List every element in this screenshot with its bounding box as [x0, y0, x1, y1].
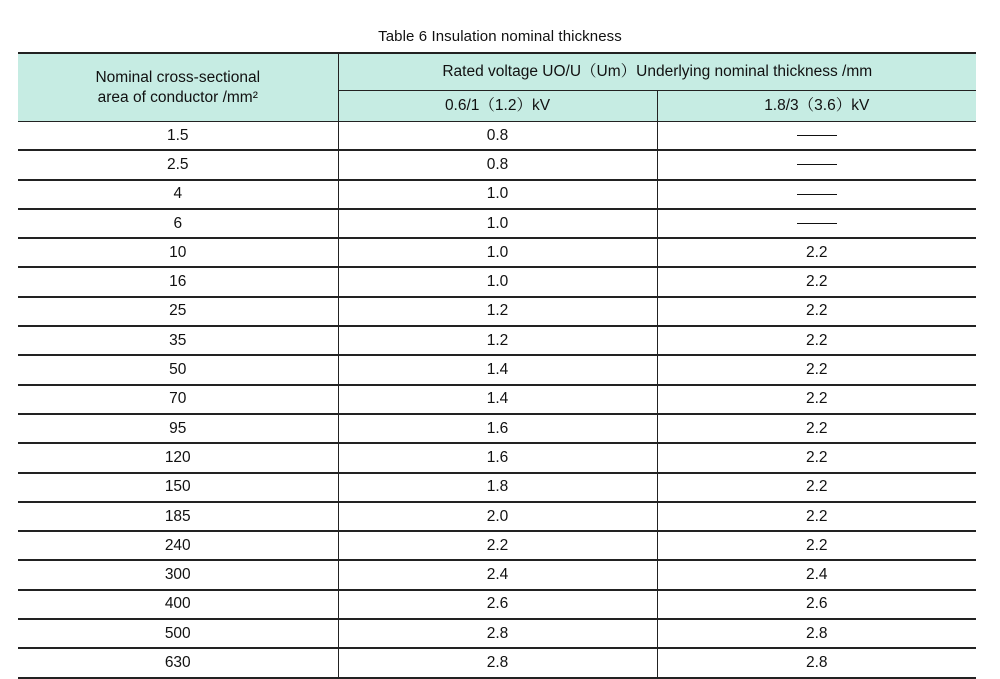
thickness-1-8-3kv-cell: 2.2 [657, 531, 976, 560]
area-cell: 185 [18, 502, 338, 531]
table-row [18, 209, 976, 238]
area-cell: 70 [18, 385, 338, 414]
thickness-0-6-1kv-cell: 2.6 [338, 590, 657, 619]
area-cell: 240 [18, 531, 338, 560]
thickness-1-8-3kv-cell: 2.2 [657, 297, 976, 326]
table-row [18, 238, 976, 267]
table-row [18, 443, 976, 472]
thickness-0-6-1kv-cell: 1.0 [338, 180, 657, 209]
table-row [18, 385, 976, 414]
header-area [18, 53, 338, 122]
thickness-1-8-3kv-cell: 2.8 [657, 619, 976, 648]
area-cell: 25 [18, 297, 338, 326]
thickness-1-8-3kv-cell: 2.2 [657, 473, 976, 502]
thickness-1-8-3kv-cell: 2.2 [657, 414, 976, 443]
table-row [18, 502, 976, 531]
table-header [18, 53, 976, 122]
thickness-0-6-1kv-cell: 0.8 [338, 150, 657, 179]
dash-mark [797, 164, 837, 165]
insulation-thickness-table [18, 52, 976, 679]
table-row [18, 414, 976, 443]
area-cell: 500 [18, 619, 338, 648]
header-voltage-1-8-3kv: 1.8/3（3.6）kV [657, 91, 976, 122]
area-cell: 4 [18, 180, 338, 209]
thickness-1-8-3kv-cell: 2.2 [657, 326, 976, 355]
dash-mark [797, 194, 837, 195]
thickness-1-8-3kv-cell: 2.2 [657, 443, 976, 472]
thickness-1-8-3kv-cell: 2.2 [657, 267, 976, 296]
thickness-1-8-3kv-cell: 2.2 [657, 355, 976, 384]
thickness-0-6-1kv-cell: 1.6 [338, 414, 657, 443]
thickness-0-6-1kv-cell: 2.8 [338, 648, 657, 677]
table-row [18, 267, 976, 296]
thickness-0-6-1kv-cell: 2.0 [338, 502, 657, 531]
thickness-0-6-1kv-cell: 1.4 [338, 355, 657, 384]
area-cell: 400 [18, 590, 338, 619]
thickness-0-6-1kv-cell: 1.4 [338, 385, 657, 414]
table-row [18, 326, 976, 355]
thickness-0-6-1kv-cell: 1.2 [338, 326, 657, 355]
area-cell: 120 [18, 443, 338, 472]
thickness-1-8-3kv-cell [657, 209, 976, 238]
thickness-0-6-1kv-cell: 0.8 [338, 122, 657, 151]
header-rated-voltage-group: Rated voltage UO/U（Um）Underlying nominal thickness /mm [338, 53, 976, 91]
table-row [18, 560, 976, 589]
area-cell: 16 [18, 267, 338, 296]
thickness-1-8-3kv-cell [657, 180, 976, 209]
thickness-1-8-3kv-cell: 2.2 [657, 385, 976, 414]
dash-mark [797, 135, 837, 136]
area-cell: 150 [18, 473, 338, 502]
table-body [18, 122, 976, 678]
thickness-0-6-1kv-cell: 1.0 [338, 209, 657, 238]
table-row [18, 122, 976, 151]
table-row [18, 180, 976, 209]
table-row [18, 355, 976, 384]
area-cell: 630 [18, 648, 338, 677]
table-row [18, 473, 976, 502]
thickness-0-6-1kv-cell: 1.6 [338, 443, 657, 472]
area-cell: 300 [18, 560, 338, 589]
thickness-0-6-1kv-cell: 2.2 [338, 531, 657, 560]
table-row [18, 648, 976, 677]
thickness-1-8-3kv-cell: 2.8 [657, 648, 976, 677]
area-cell: 35 [18, 326, 338, 355]
thickness-1-8-3kv-cell: 2.6 [657, 590, 976, 619]
table-row [18, 619, 976, 648]
table-row [18, 531, 976, 560]
area-cell: 50 [18, 355, 338, 384]
area-cell: 2.5 [18, 150, 338, 179]
thickness-0-6-1kv-cell: 2.8 [338, 619, 657, 648]
header-area-line2: area of conductor /mm² [97, 88, 258, 106]
thickness-1-8-3kv-cell: 2.2 [657, 238, 976, 267]
header-voltage-0-6-1kv: 0.6/1（1.2）kV [338, 91, 657, 122]
thickness-0-6-1kv-cell: 1.0 [338, 238, 657, 267]
table-row [18, 590, 976, 619]
thickness-0-6-1kv-cell: 1.8 [338, 473, 657, 502]
table-row [18, 297, 976, 326]
area-cell: 6 [18, 209, 338, 238]
thickness-0-6-1kv-cell: 1.0 [338, 267, 657, 296]
table-row [18, 150, 976, 179]
thickness-0-6-1kv-cell: 1.2 [338, 297, 657, 326]
area-cell: 1.5 [18, 122, 338, 151]
thickness-0-6-1kv-cell: 2.4 [338, 560, 657, 589]
thickness-1-8-3kv-cell: 2.4 [657, 560, 976, 589]
thickness-1-8-3kv-cell [657, 150, 976, 179]
thickness-1-8-3kv-cell: 2.2 [657, 502, 976, 531]
thickness-1-8-3kv-cell [657, 122, 976, 151]
area-cell: 10 [18, 238, 338, 267]
dash-mark [797, 223, 837, 224]
table-caption: Table 6 Insulation nominal thickness [378, 28, 622, 45]
area-cell: 95 [18, 414, 338, 443]
header-area-line1: Nominal cross-sectional [95, 69, 261, 87]
